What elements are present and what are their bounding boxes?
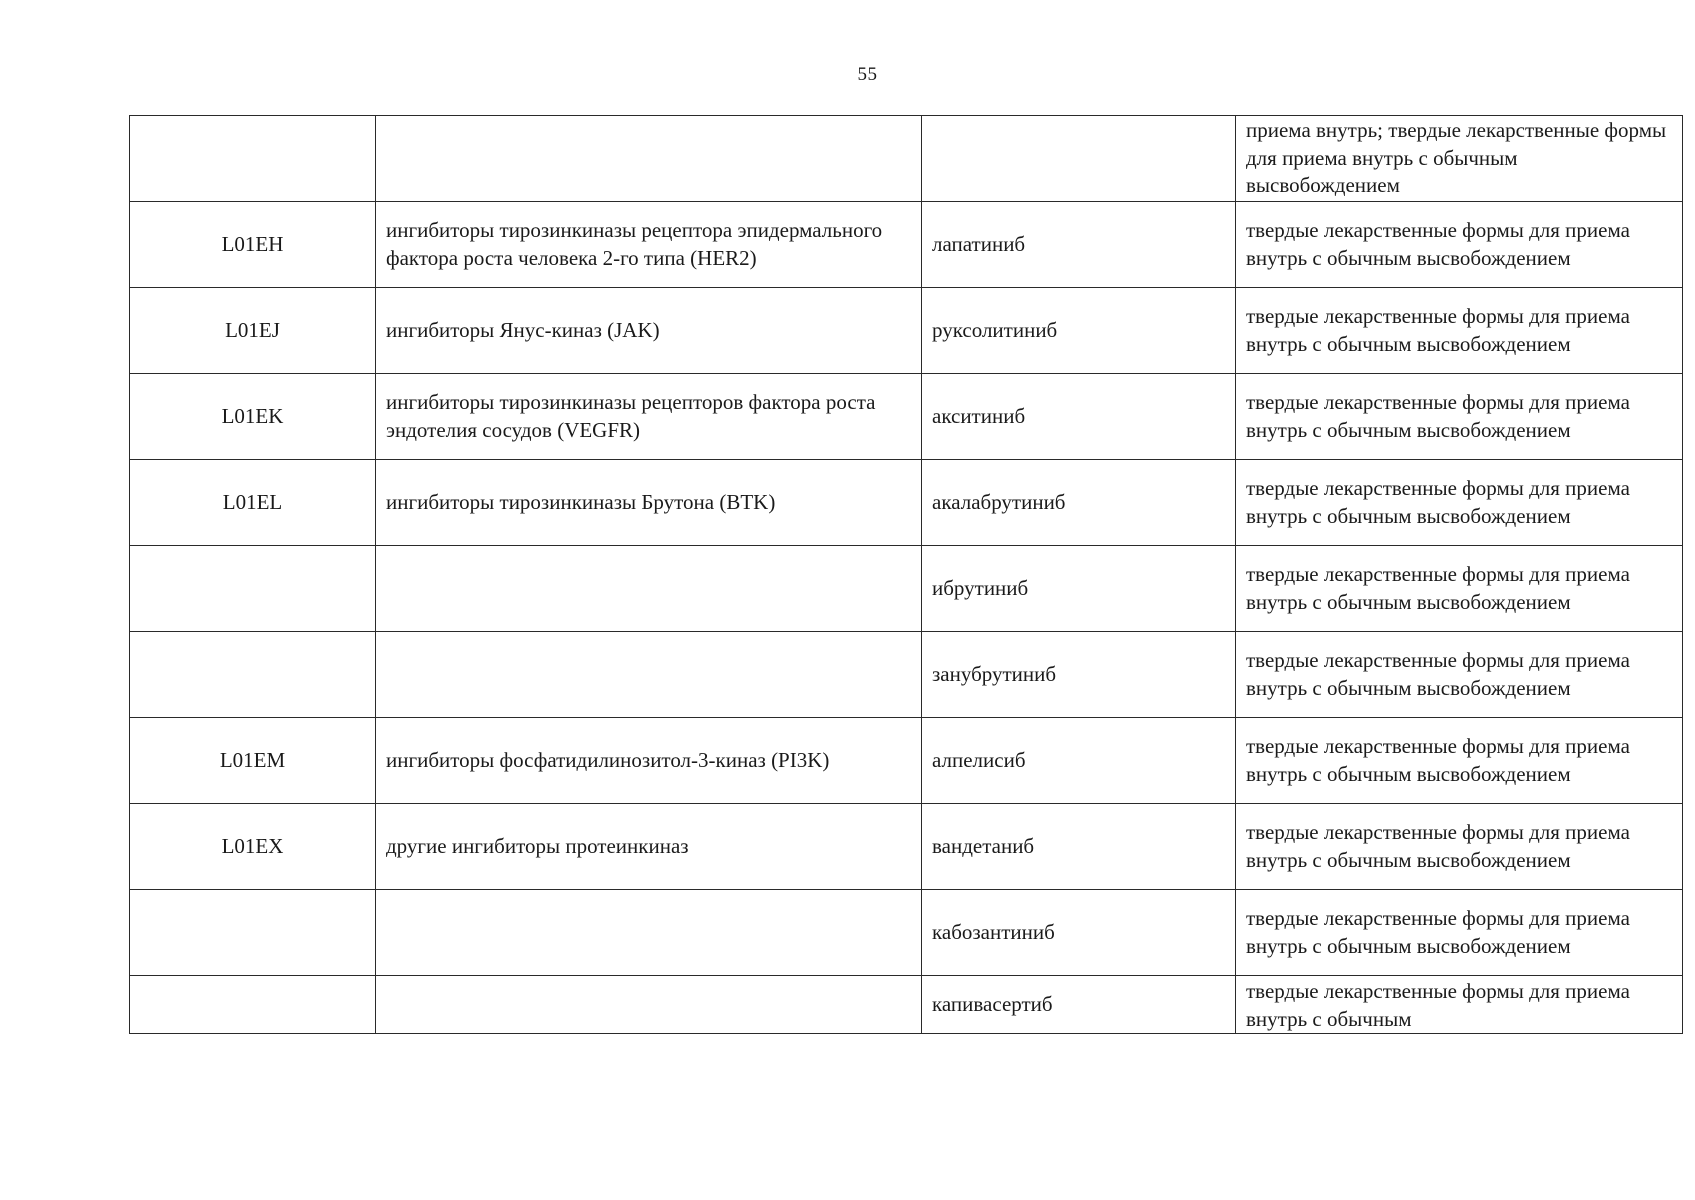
drug-name-cell: кабозантиниб [922, 890, 1236, 976]
pharmacological-group-cell: ингибиторы тирозинкиназы рецептора эпидермального фактора роста человека 2-го типа (HER2) [376, 202, 922, 288]
pharmacological-group-cell [376, 976, 922, 1034]
dosage-form-cell: твердые лекарственные формы для приема внутрь с обычным высвобождением [1236, 202, 1683, 288]
dosage-form-cell: твердые лекарственные формы для приема внутрь с обычным высвобождением [1236, 632, 1683, 718]
atc-code-cell: L01EL [130, 460, 376, 546]
pharmacological-group-cell: ингибиторы Янус-киназ (JAK) [376, 288, 922, 374]
table-row [130, 202, 1683, 288]
pharmacological-group-cell [376, 546, 922, 632]
drug-name-cell: лапатиниб [922, 202, 1236, 288]
page-number: 55 [857, 64, 878, 85]
table-row [130, 374, 1683, 460]
pharmacological-group-cell: ингибиторы фосфатидилинозитол-3-киназ (PI3K) [376, 718, 922, 804]
pharmacological-group-cell: ингибиторы тирозинкиназы Брутона (BTK) [376, 460, 922, 546]
table-row [130, 116, 1683, 202]
table-row [130, 288, 1683, 374]
dosage-form-cell: приема внутрь; твердые лекарственные формы для приема внутрь с обычным высвобождением [1236, 116, 1683, 202]
drug-name-cell [922, 116, 1236, 202]
dosage-form-cell: твердые лекарственные формы для приема внутрь с обычным высвобождением [1236, 288, 1683, 374]
dosage-form-cell: твердые лекарственные формы для приема внутрь с обычным высвобождением [1236, 718, 1683, 804]
drug-table [129, 115, 1683, 1034]
atc-code-cell: L01EJ [130, 288, 376, 374]
pharmacological-group-cell [376, 116, 922, 202]
drug-name-cell: акалабрутиниб [922, 460, 1236, 546]
table-row [130, 546, 1683, 632]
table-row [130, 718, 1683, 804]
pharmacological-group-cell: другие ингибиторы протеинкиназ [376, 804, 922, 890]
drug-name-cell: ибрутиниб [922, 546, 1236, 632]
table-row [130, 890, 1683, 976]
table-row [130, 804, 1683, 890]
atc-code-cell [130, 546, 376, 632]
atc-code-cell: L01EX [130, 804, 376, 890]
drug-name-cell: занубрутиниб [922, 632, 1236, 718]
drug-name-cell: алпелисиб [922, 718, 1236, 804]
dosage-form-cell: твердые лекарственные формы для приема внутрь с обычным высвобождением [1236, 374, 1683, 460]
atc-code-cell [130, 632, 376, 718]
atc-code-cell [130, 116, 376, 202]
pharmacological-group-cell: ингибиторы тирозинкиназы рецепторов фактора роста эндотелия сосудов (VEGFR) [376, 374, 922, 460]
atc-code-cell: L01EK [130, 374, 376, 460]
table-row [130, 632, 1683, 718]
table-row [130, 976, 1683, 1034]
dosage-form-cell: твердые лекарственные формы для приема внутрь с обычным [1236, 976, 1683, 1034]
dosage-form-cell: твердые лекарственные формы для приема внутрь с обычным высвобождением [1236, 460, 1683, 546]
drug-name-cell: руксолитиниб [922, 288, 1236, 374]
dosage-form-cell: твердые лекарственные формы для приема внутрь с обычным высвобождением [1236, 546, 1683, 632]
dosage-form-cell: твердые лекарственные формы для приема внутрь с обычным высвобождением [1236, 804, 1683, 890]
drug-name-cell: вандетаниб [922, 804, 1236, 890]
atc-code-cell: L01EM [130, 718, 376, 804]
atc-code-cell: L01EH [130, 202, 376, 288]
pharmacological-group-cell [376, 632, 922, 718]
dosage-form-cell: твердые лекарственные формы для приема внутрь с обычным высвобождением [1236, 890, 1683, 976]
atc-code-cell [130, 890, 376, 976]
drug-name-cell: акситиниб [922, 374, 1236, 460]
table-row [130, 460, 1683, 546]
pharmacological-group-cell [376, 890, 922, 976]
drug-name-cell: капивасертиб [922, 976, 1236, 1034]
atc-code-cell [130, 976, 376, 1034]
